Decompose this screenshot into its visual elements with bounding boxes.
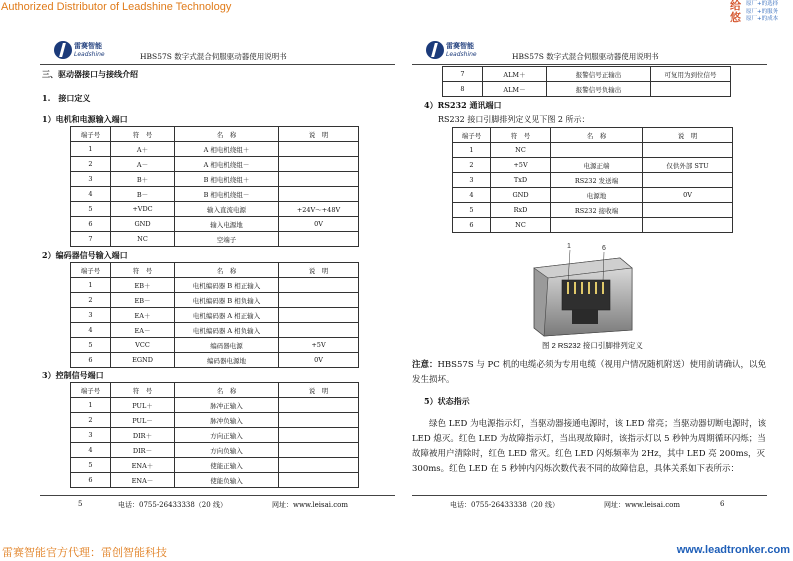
cell: 3 [453, 173, 491, 188]
cell: 4 [71, 443, 111, 458]
leadshine-logo-icon [426, 41, 444, 59]
pin1-label: 1 [567, 243, 571, 250]
table-row [453, 188, 733, 203]
header-title: HBS57S 数字式混合伺服驱动器使用说明书 [140, 52, 287, 61]
table-row [443, 82, 731, 97]
status-title: 5）状态指示 [424, 396, 470, 406]
table-row [71, 187, 359, 202]
table-row [443, 67, 731, 82]
cell: VCC [111, 338, 175, 353]
page-header [40, 38, 395, 65]
cell: B－ [111, 187, 175, 202]
table2-title: 2）编码器信号输入端口 [42, 250, 128, 260]
table-row [71, 398, 359, 413]
table-row [71, 142, 359, 157]
header-title: HBS57S 数字式混合伺服驱动器使用说明书 [512, 52, 659, 61]
table-header-row [71, 263, 359, 278]
cell: 编码器电源地 [175, 353, 279, 368]
cell: 输入电源地 [175, 217, 279, 232]
cell: TxD [491, 173, 551, 188]
cell: 4 [453, 188, 491, 203]
cell: 仅供外部 STU [643, 158, 733, 173]
slogan-line: 原厂+的成本 [746, 16, 779, 22]
agent-text: 雷赛智能官方代理：雷创智能科技 [2, 547, 167, 559]
col-header: 符 号 [491, 128, 551, 143]
cell: 1 [71, 278, 111, 293]
cell: DIR－ [111, 443, 175, 458]
cell: 3 [71, 172, 111, 187]
cell: +24V～+48V [279, 202, 359, 217]
cell: 报警信号负输出 [547, 82, 651, 97]
cell: 0V [643, 188, 733, 203]
distributor-logo [730, 0, 790, 32]
cell: GND [491, 188, 551, 203]
cell: 空端子 [175, 232, 279, 247]
table-row [71, 428, 359, 443]
slogan-line: 原厂+的选择 [746, 1, 779, 7]
cell: 7 [443, 67, 483, 82]
cell: DIR＋ [111, 428, 175, 443]
cell [279, 473, 359, 488]
cell: B＋ [111, 172, 175, 187]
col-header: 说 明 [279, 263, 359, 278]
table-row [71, 157, 359, 172]
cell: 可复用为到位信号 [651, 67, 731, 82]
cell: 输入直流电源 [175, 202, 279, 217]
cell: B 相电机绕组－ [175, 187, 279, 202]
slogan-line: 原厂+的服务 [746, 8, 779, 15]
col-header: 符 号 [111, 383, 175, 398]
cell: 电机编码器 A 相负输入 [175, 323, 279, 338]
cell: ALM－ [483, 82, 547, 97]
pin6-label: 6 [602, 245, 606, 252]
cell [279, 458, 359, 473]
cell: +5V [279, 338, 359, 353]
rs232-table [452, 127, 733, 233]
cell: 2 [71, 157, 111, 172]
cell: 3 [71, 428, 111, 443]
table-row [71, 278, 359, 293]
footer-phone: 电话：0755-26433338（20 线） [118, 501, 227, 509]
cell [551, 143, 643, 158]
note-paragraph [412, 358, 767, 388]
col-header: 端子号 [71, 383, 111, 398]
cell: 方向正输入 [175, 428, 279, 443]
logo-cn-text: 雷赛智能 [446, 42, 474, 50]
table-row [453, 173, 733, 188]
cell: 5 [71, 458, 111, 473]
control-signal-table [70, 382, 359, 488]
cell: 6 [71, 217, 111, 232]
cell: 5 [71, 202, 111, 217]
cell: RxD [491, 203, 551, 218]
cell: 6 [71, 473, 111, 488]
right-page [412, 38, 767, 516]
cell: 电源地 [551, 188, 643, 203]
status-paragraph: 绿色 LED 为电源指示灯，当驱动器接通电源时，该 LED 常亮；当驱动器切断电源时，该 LED 熄灭。红色 LED 为故障指示灯，当出现故障时，该指示灯以 5 秒钟为周期循环闪烁；当故障被用户清除时，红色 LED 常灭。红色 LED 闪烁频率为 2Hz，其中 LED 亮 200ms，灭 300ms。红色 LED 在 5 秒钟内闪烁次数代表不同的故障信息，具体关系如下表所示： [412, 419, 767, 474]
table1-title: 1）电机和电源输入端口 [42, 114, 128, 124]
top-banner [0, 0, 793, 20]
table-row [71, 413, 359, 428]
section-title: 三、驱动器接口与接线介绍 [42, 69, 138, 79]
cell [279, 443, 359, 458]
page-header [412, 38, 767, 65]
leadshine-logo-icon [54, 41, 72, 59]
table-header-row [453, 128, 733, 143]
leadshine-logo [426, 41, 496, 61]
cell [279, 293, 359, 308]
cell: PUL－ [111, 413, 175, 428]
cell: 4 [71, 187, 111, 202]
cell: 1 [453, 143, 491, 158]
table3-title: 3）控制信号端口 [42, 370, 104, 380]
table-row [71, 338, 359, 353]
cell [643, 218, 733, 233]
cell: 2 [71, 413, 111, 428]
page-number: 6 [720, 500, 725, 508]
col-header: 说 明 [643, 128, 733, 143]
rs232-desc: RS232 接口引脚排列定义见下图 2 所示： [438, 115, 590, 124]
table-row [71, 293, 359, 308]
cell: 8 [443, 82, 483, 97]
note-text: HBS57S 与 PC 机的电缆必须为专用电缆（视用户情况随机附送）使用前请确认，以免发生损坏。 [412, 360, 766, 385]
cell: 5 [71, 338, 111, 353]
cell: 6 [71, 353, 111, 368]
page-footer [412, 495, 767, 514]
rs232-title: 4）RS232 通讯端口 [424, 100, 502, 110]
cell: 0V [279, 217, 359, 232]
col-header: 端子号 [71, 263, 111, 278]
website-link[interactable]: www.leadtronker.com [676, 544, 790, 556]
alarm-table-continued [442, 66, 731, 97]
leadshine-logo [54, 41, 124, 61]
cell: EB－ [111, 293, 175, 308]
col-header: 名 称 [175, 263, 279, 278]
cell: NC [491, 218, 551, 233]
table-row [71, 458, 359, 473]
table-row [71, 232, 359, 247]
cell: 1 [71, 142, 111, 157]
cell [279, 278, 359, 293]
cell: 电机编码器 B 相正输入 [175, 278, 279, 293]
footer-web: 网址：www.leisai.com [604, 501, 680, 509]
cell: A－ [111, 157, 175, 172]
table-row [71, 202, 359, 217]
cell: RS232 发送端 [551, 173, 643, 188]
cell: EGND [111, 353, 175, 368]
col-header: 端子号 [71, 127, 111, 142]
cell: 0V [279, 353, 359, 368]
table-row [71, 473, 359, 488]
cell [279, 232, 359, 247]
cell [651, 82, 731, 97]
table-header-row [71, 383, 359, 398]
table-row [71, 443, 359, 458]
cell: +5V [491, 158, 551, 173]
col-header: 说 明 [279, 383, 359, 398]
cell: 6 [453, 218, 491, 233]
cell: B 相电机绕组＋ [175, 172, 279, 187]
cell: EA＋ [111, 308, 175, 323]
table-row [71, 308, 359, 323]
table-row [453, 203, 733, 218]
cell: 2 [71, 293, 111, 308]
rs232-connector-figure [522, 238, 642, 338]
subsection-title: 1. 接口定义 [42, 93, 91, 103]
cell [279, 172, 359, 187]
cell [279, 323, 359, 338]
cell: 电源正端 [551, 158, 643, 173]
logo-cn-text: 雷赛智能 [74, 42, 102, 50]
table-row [71, 323, 359, 338]
logo-en-text: Leadshine [74, 51, 105, 58]
cell [279, 308, 359, 323]
distributor-text: Authorized Distributor of Leadshine Technology [1, 1, 232, 13]
cell: +VDC [111, 202, 175, 217]
distributor-slogans [746, 1, 778, 24]
cell: 电机编码器 A 相正输入 [175, 308, 279, 323]
cell: 使能正输入 [175, 458, 279, 473]
cell [643, 203, 733, 218]
cell [279, 187, 359, 202]
cell: ENA－ [111, 473, 175, 488]
cell: 4 [71, 323, 111, 338]
table-header-row [71, 127, 359, 142]
distributor-logo-mark: 给悠 [730, 0, 741, 24]
cell: NC [491, 143, 551, 158]
cell [279, 398, 359, 413]
cell: PUL＋ [111, 398, 175, 413]
cell: A＋ [111, 142, 175, 157]
cell: EA－ [111, 323, 175, 338]
figure-caption: 图 2 RS232 接口引脚排列定义 [542, 341, 643, 350]
cell: NC [111, 232, 175, 247]
col-header: 符 号 [111, 263, 175, 278]
table-row [453, 158, 733, 173]
cell: ENA＋ [111, 458, 175, 473]
cell: 报警信号正输出 [547, 67, 651, 82]
table-row [453, 218, 733, 233]
col-header: 说 明 [279, 127, 359, 142]
cell [279, 157, 359, 172]
cell: EB＋ [111, 278, 175, 293]
cell [643, 173, 733, 188]
cell: 脉冲负输入 [175, 413, 279, 428]
cell: 编码器电源 [175, 338, 279, 353]
cell: 5 [453, 203, 491, 218]
cell: 2 [453, 158, 491, 173]
cell: 方向负输入 [175, 443, 279, 458]
table-row [71, 217, 359, 232]
footer-web: 网址：www.leisai.com [272, 501, 348, 509]
logo-en-text: Leadshine [446, 51, 477, 58]
cell [279, 142, 359, 157]
note-label: 注意： [412, 360, 438, 370]
cell: A 相电机绕组＋ [175, 142, 279, 157]
left-page [40, 38, 395, 516]
encoder-table [70, 262, 359, 368]
col-header: 名 称 [551, 128, 643, 143]
table-row [453, 143, 733, 158]
cell: GND [111, 217, 175, 232]
cell: 3 [71, 308, 111, 323]
cell: 1 [71, 398, 111, 413]
cell: 7 [71, 232, 111, 247]
col-header: 名 称 [175, 383, 279, 398]
cell: 电机编码器 B 相负输入 [175, 293, 279, 308]
cell [279, 413, 359, 428]
cell [279, 428, 359, 443]
cell [551, 218, 643, 233]
table-row [71, 172, 359, 187]
footer-phone: 电话：0755-26433338（20 线） [450, 501, 559, 509]
cell: 脉冲正输入 [175, 398, 279, 413]
col-header: 名 称 [175, 127, 279, 142]
cell: RS232 接收端 [551, 203, 643, 218]
cell: A 相电机绕组－ [175, 157, 279, 172]
cell: 使能负输入 [175, 473, 279, 488]
cell [643, 143, 733, 158]
table-row [71, 353, 359, 368]
col-header: 端子号 [453, 128, 491, 143]
page-number: 5 [78, 500, 83, 508]
page-footer [40, 495, 395, 514]
col-header: 符 号 [111, 127, 175, 142]
motor-power-table [70, 126, 359, 247]
cell: ALM＋ [483, 67, 547, 82]
